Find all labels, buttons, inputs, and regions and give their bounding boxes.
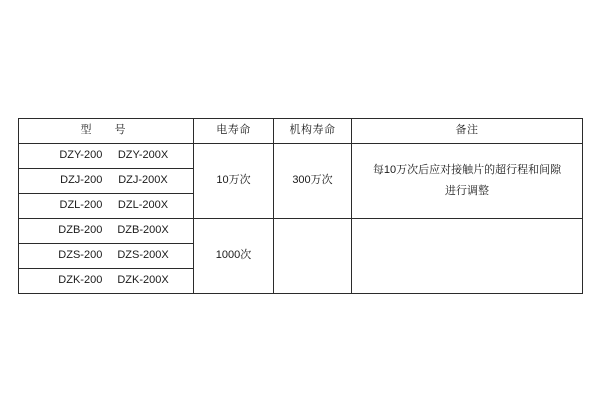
header-mechanical-life: 机构寿命 <box>274 119 352 144</box>
electrical-life-group-2: 1000次 <box>194 219 274 294</box>
model-code-left: DZB-200 <box>58 224 103 237</box>
model-cell <box>19 244 194 269</box>
table-header-row <box>19 119 583 144</box>
model-code-right: DZB-200X <box>117 224 169 237</box>
model-cell <box>19 219 194 244</box>
remarks-line-2: 进行调整 <box>445 185 489 197</box>
mechanical-life-value: 300万次 <box>274 144 352 219</box>
model-code-right: DZJ-200X <box>118 174 168 187</box>
remarks-line-1: 每10万次后应对接触片的超行程和间隙 <box>372 164 562 177</box>
remarks-empty <box>352 219 583 294</box>
model-code-left: DZK-200 <box>58 274 103 287</box>
table-row <box>19 144 583 169</box>
model-code-right: DZS-200X <box>117 249 169 262</box>
electrical-life-group-1: 10万次 <box>194 144 274 219</box>
specification-table <box>18 118 583 294</box>
spec-table-container <box>18 118 582 294</box>
mechanical-life-empty <box>274 219 352 294</box>
model-code-right: DZL-200X <box>117 199 169 212</box>
model-cell <box>19 194 194 219</box>
model-code-left: DZS-200 <box>58 249 103 262</box>
model-cell <box>19 144 194 169</box>
model-code-right: DZY-200X <box>117 149 169 162</box>
model-code-left: DZL-200 <box>59 199 103 212</box>
header-model: 型 号 <box>19 119 194 144</box>
header-electrical-life: 电寿命 <box>194 119 274 144</box>
model-cell <box>19 269 194 294</box>
remarks-cell <box>352 144 583 219</box>
header-remarks: 备注 <box>352 119 583 144</box>
model-code-left: DZY-200 <box>59 149 103 162</box>
model-code-left: DZJ-200 <box>60 174 103 187</box>
model-code-right: DZK-200X <box>117 274 169 287</box>
table-row <box>19 219 583 244</box>
model-cell <box>19 169 194 194</box>
